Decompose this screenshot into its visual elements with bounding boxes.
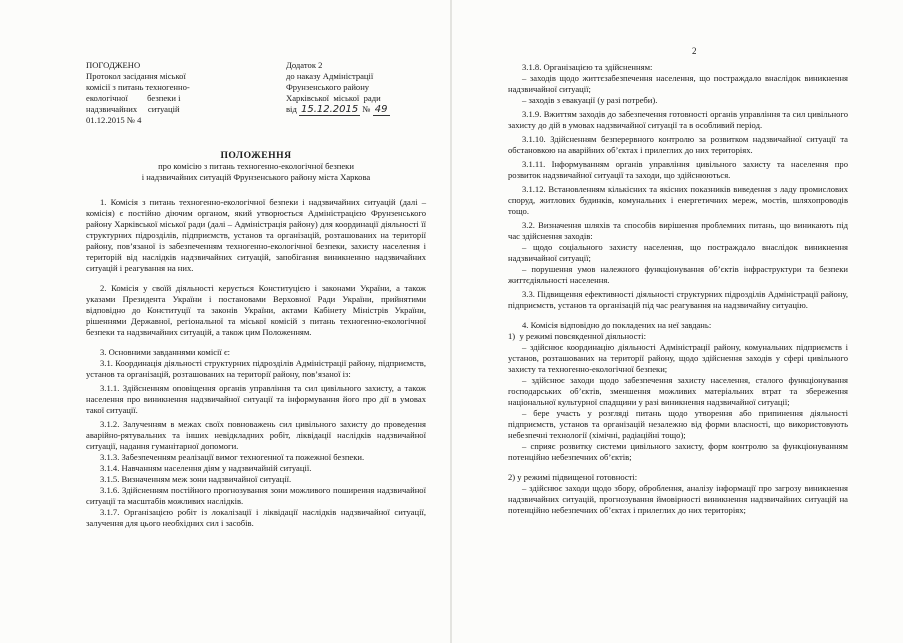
right-body — [508, 62, 848, 516]
approval-line: ПОГОДЖЕНО — [86, 60, 141, 70]
item-3-1-5: 3.1.5. Визначенням меж зони надзвичайної ситуації. — [100, 474, 292, 484]
approval-line: Протокол засідання міської — [86, 71, 186, 81]
mode-1-item: – сприяє розвитку системи цивільного захисту, форм контролю за функціонуванням потенційно небезпечних об’єктів; — [508, 441, 848, 462]
handwritten-number: 49 — [374, 104, 388, 115]
approval-block — [86, 60, 216, 126]
item-3-1-3: 3.1.3. Забезпеченням реалізації вимог техногенної та пожежної безпеки. — [100, 452, 365, 462]
date-prefix: від — [286, 104, 297, 114]
item-3-1: 3.1. Координація діяльності структурних підрозділів Адміністрації району, підприємств, установ та організацій, розташованих на території району, пов’язаної із: — [86, 358, 426, 379]
annex-line: Фрунзенського району — [286, 82, 370, 92]
item-3-3: 3.3. Підвищення ефективності діяльності структурних підрозділів Адміністрації району, підприємств, установ та організацій під час реагування на надзвичайну ситуацію. — [508, 289, 848, 310]
mode-1-item: – здійснює координацію діяльності Адміністрації району, комунальних підприємств і установ, розташованих на території району, щодо здійснення заходів у сфері цивільного захисту та техногенно-екологічної безпеки; — [508, 342, 848, 374]
handwritten-date: 15.12.2015 — [300, 104, 359, 115]
document-subtitle: і надзвичайних ситуацій Фрунзенського району міста Харкова — [141, 172, 371, 182]
mode-1-heading: 1) у режимі повсякденної діяльності: — [508, 331, 646, 341]
annex-block — [286, 60, 426, 115]
annex-line: Харківської міської ради — [286, 93, 381, 103]
document-title: ПОЛОЖЕННЯ — [220, 150, 292, 161]
item-3-1-11: 3.1.11. Інформуванням органів управління цивільного захисту та населення про розвиток надзвичайної ситуації та заходи, що здійснюються. — [508, 159, 848, 180]
mode-2-item: – здійснює заходи щодо збору, оброблення, аналізу інформації про загрозу виникнення надзвичайних ситуацій, прогнозування ймовірності виникнення надзвичайних ситуацій на потенційно небезпечних об’єктах і прилеглих до них територіях; — [508, 483, 848, 515]
item-3-1-6: 3.1.6. Здійсненням постійного прогнозування зони можливого поширення надзвичайної ситуації та масштабів можливих наслідків. — [86, 485, 426, 506]
item-3-2: 3.2. Визначення шляхів та способів вирішення проблемних питань, що виникають під час здійснення заходів: — [508, 220, 848, 241]
left-body — [86, 197, 426, 529]
item-3-2-b: – порушення умов належного функціонування об’єктів інфраструктури та безпеки життєдіяльності населення. — [508, 264, 848, 285]
item-3-2-a: – щодо соціального захисту населення, що постраждало внаслідок виникнення надзвичайної ситуації; — [508, 242, 848, 263]
item-3-1-8: 3.1.8. Організацією та здійсненням: — [522, 62, 653, 72]
item-3-1-4: 3.1.4. Навчанням населення діям у надзвичайній ситуації. — [100, 463, 312, 473]
approval-line: екологічної безпеки і — [86, 93, 181, 103]
approval-line: комісії з питань техногенно- — [86, 82, 190, 92]
item-3-1-1: 3.1.1. Здійсненням оповіщення органів управління та сил цивільного захисту, а також населення про виникнення надзвичайної ситуації та інформування його про дії в умовах такої ситуації. — [86, 383, 426, 415]
paragraph-3-heading: 3. Основними завданнями комісії є: — [100, 347, 231, 357]
paragraph-1: 1. Комісія з питань техногенно-екологічної безпеки і надзвичайних ситуацій (далі – комісія) є постійно діючим органом, який утворюється Адміністрацією Фрунзенського району Харківської міської ради (далі – Адміністрація району) для координації діяльності її структурних підрозділів, підприємств, установ та організацій, розташованих на території району, пов’язаної із забезпеченням техногенно-екологічної безпеки, захисту населення і територій від наслідків надзвичайних ситуацій, запобігання виникненню надзвичайних ситуацій і реагування на них. — [86, 197, 426, 273]
item-3-1-12: 3.1.12. Встановленням кількісних та якісних показників виведення з ладу промислових споруд, житлових будинків, комунальних і енергетичних мереж, мостів, шляхопроводів тощо. — [508, 184, 848, 216]
document-subtitle: про комісію з питань техногенно-екологічної безпеки — [158, 161, 354, 171]
item-3-1-7: 3.1.7. Організацією робіт із локалізації і ліквідації наслідків надзвичайної ситуації, залучення для цього необхідних сил і засобів. — [86, 507, 426, 528]
left-page — [0, 0, 450, 643]
annex-line: Додаток 2 — [286, 60, 323, 70]
mode-1-item: – бере участь у розгляді питань щодо утворення або припинення діяльності підприємств, установ та організацій незалежно від форми власності, що використовують небезпечні технології (хімічні, радіаційні тощо); — [508, 408, 848, 440]
item-3-1-8-b: – заходів з евакуації (у разі потреби). — [522, 95, 658, 105]
page-number: 2 — [692, 46, 697, 56]
annex-date-line — [286, 104, 426, 115]
item-3-1-2: 3.1.2. Залученням в межах своїх повноважень сил цивільного захисту до проведення аварійно-рятувальних та інших невідкладних робіт, ліквідації наслідків надзвичайної ситуації, надання гуманітарної допомоги. — [86, 419, 426, 451]
mode-2-heading: 2) у режимі підвищеної готовності: — [508, 472, 638, 482]
approval-line: надзвичайних ситуацій — [86, 104, 180, 114]
annex-line: до наказу Адміністрації — [286, 71, 374, 81]
paragraph-2: 2. Комісія у своїй діяльності керується Конституцією і законами України, а також указами Президента України і постановами Верховної Ради України, прийнятими відповідно до Конституції та законів України, актами Кабінету Міністрів України, рішеннями Державної, регіональної та міської комісій з питань техногенно-екологічної безпеки та надзвичайних ситуацій, а також цим Положенням. — [86, 283, 426, 337]
title-block — [86, 150, 426, 183]
item-3-1-9: 3.1.9. Вжиттям заходів до забезпечення готовності органів управління та сил цивільного захисту до дій в умовах надзвичайної ситуації та в особливий період. — [508, 109, 848, 130]
paragraph-4-heading: 4. Комісія відповідно до покладених на неї завдань: — [522, 320, 712, 330]
right-page — [452, 0, 903, 643]
item-3-1-8-a: – заходів щодо життєзабезпечення населення, що постраждало внаслідок виникнення надзвичайної ситуації; — [508, 73, 848, 94]
approval-date: 01.12.2015 № 4 — [86, 115, 142, 125]
item-3-1-10: 3.1.10. Здійсненням безперервного контролю за розвитком надзвичайної ситуації та обстановкою на аварійних об’єктах і прилеглих до них територіях. — [508, 134, 848, 155]
mode-1-item: – здійснює заходи щодо забезпечення захисту населення, сталого функціонування господарських об’єктів, зменшення можливих матеріальних втрат та збереження національної культурної спадщини у разі виникнення надзвичайної ситуації; — [508, 375, 848, 407]
number-prefix: № — [362, 104, 371, 114]
